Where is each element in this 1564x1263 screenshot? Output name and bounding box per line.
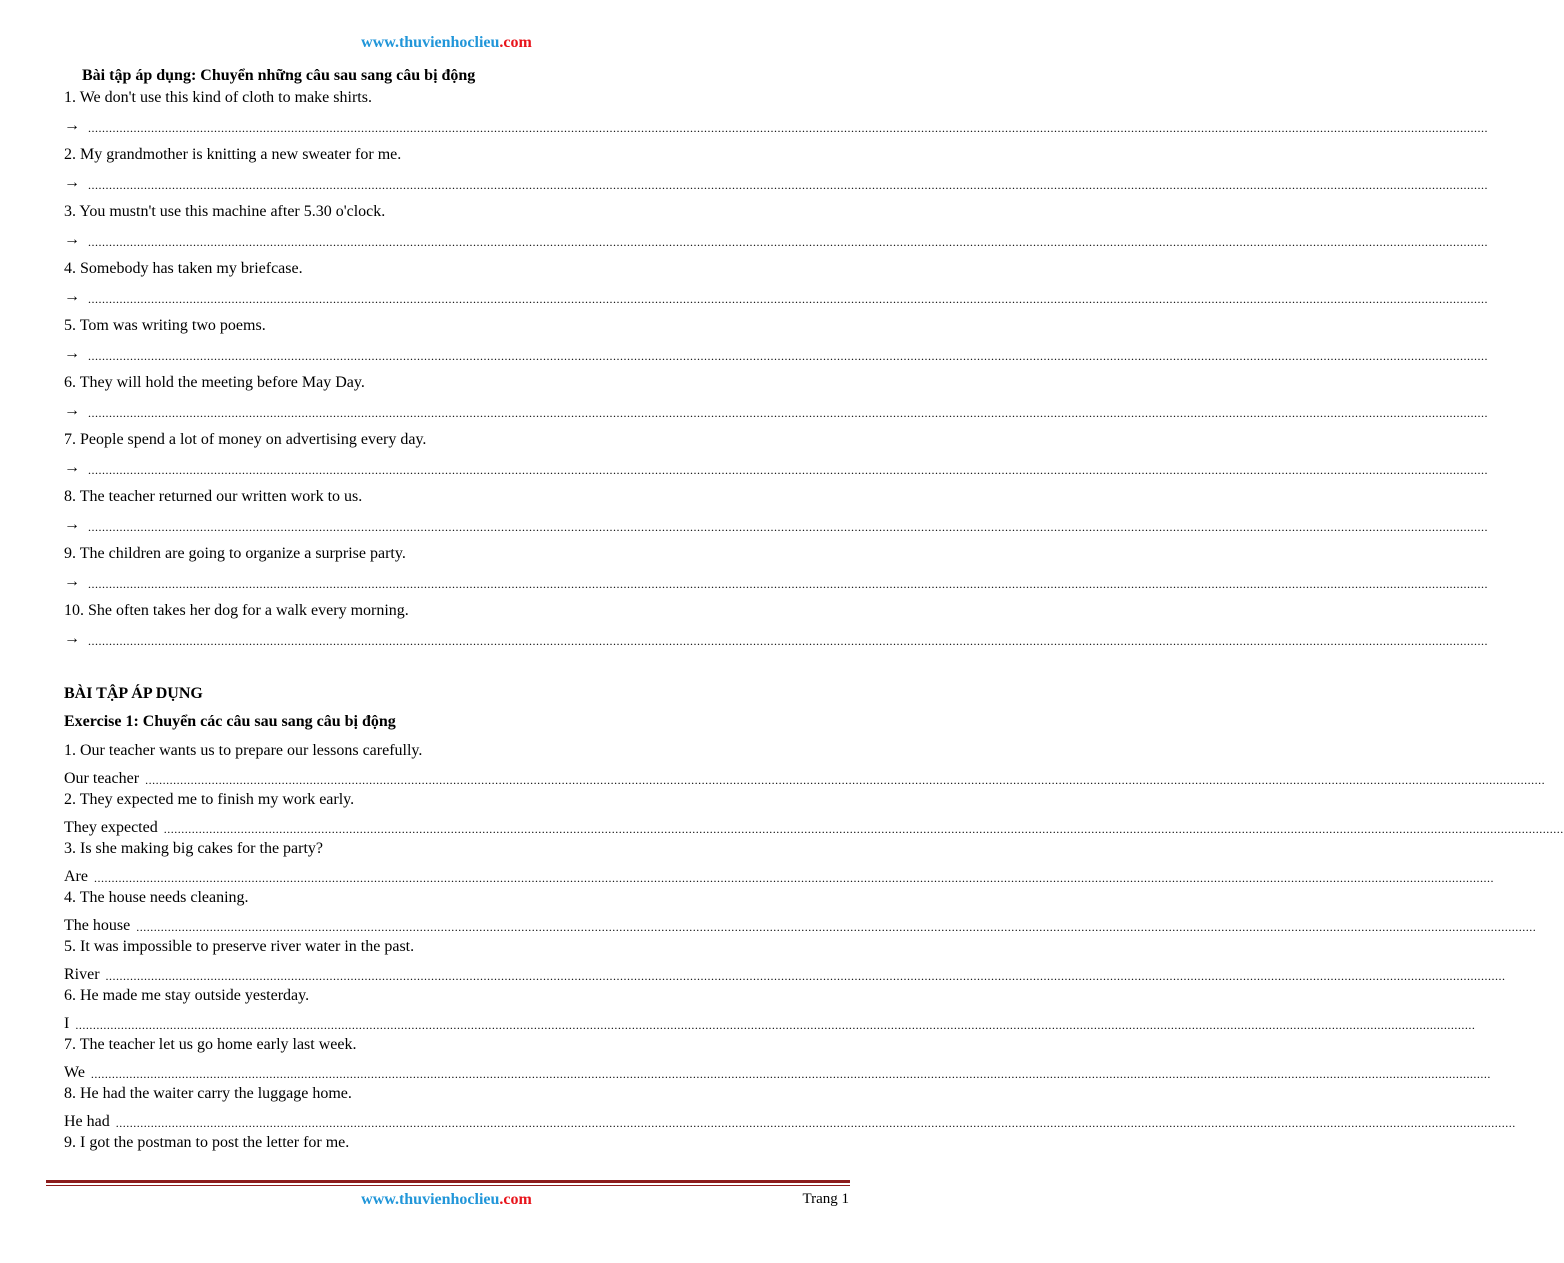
arrow-icon: → — [64, 459, 80, 476]
exercise-question: 10. She often takes her dog for a walk every morning. — [64, 602, 409, 619]
answer-prompt: The house — [64, 917, 131, 934]
arrow-icon: → — [64, 174, 80, 191]
answer-blank[interactable]: ................................................................................................................................................................................................................................................................................................................................................................................................................ — [88, 634, 1488, 648]
exercise-question: 5. Tom was writing two poems. — [64, 317, 266, 334]
answer-blank[interactable]: ................................................................................................................................................................................................................................................................................................................................................................................................................ — [163, 822, 1564, 836]
arrow-icon: → — [64, 117, 80, 134]
answer-prompt: I — [64, 1015, 70, 1032]
exercise-question: 1. We don't use this kind of cloth to make shirts. — [64, 89, 372, 106]
footer-site-link[interactable] — [0, 1191, 893, 1209]
exercise-question: 6. He made me stay outside yesterday. — [64, 987, 310, 1004]
answer-blank[interactable]: ................................................................................................................................................................................................................................................................................................................................................................................................................ — [115, 1116, 1516, 1130]
arrow-icon: → — [64, 402, 80, 419]
exercise-question: 1. Our teacher wants us to prepare our lessons carefully. — [64, 742, 423, 759]
exercise-question: 8. He had the waiter carry the luggage home. — [64, 1085, 352, 1102]
exercise-question: 8. The teacher returned our written work to us. — [64, 488, 363, 505]
footer-divider — [46, 1180, 850, 1183]
exercise-question: 7. People spend a lot of money on advertising every day. — [64, 431, 427, 448]
answer-blank[interactable]: ................................................................................................................................................................................................................................................................................................................................................................................................................ — [88, 121, 1488, 135]
answer-prompt: They expected — [64, 819, 158, 836]
footer-site-tld: .com — [499, 1191, 532, 1208]
exercise-question: 4. The house needs cleaning. — [64, 889, 249, 906]
answer-blank[interactable]: ................................................................................................................................................................................................................................................................................................................................................................................................................ — [88, 463, 1488, 477]
answer-blank[interactable]: ................................................................................................................................................................................................................................................................................................................................................................................................................ — [88, 577, 1488, 591]
exercise-question: 7. The teacher let us go home early last week. — [64, 1036, 357, 1053]
answer-blank[interactable]: ................................................................................................................................................................................................................................................................................................................................................................................................................ — [75, 1018, 1476, 1032]
answer-blank[interactable]: ................................................................................................................................................................................................................................................................................................................................................................................................................ — [88, 292, 1488, 306]
answer-blank[interactable]: ................................................................................................................................................................................................................................................................................................................................................................................................................ — [88, 406, 1488, 420]
answer-blank[interactable]: ................................................................................................................................................................................................................................................................................................................................................................................................................ — [136, 920, 1537, 934]
answer-prompt: He had — [64, 1113, 110, 1130]
section2-heading: BÀI TẬP ÁP DỤNG — [64, 685, 203, 702]
header-site-tld: .com — [499, 34, 532, 51]
arrow-icon: → — [64, 630, 80, 647]
exercise-question: 3. You mustn't use this machine after 5.30 o'clock. — [64, 203, 386, 220]
exercise-question: 2. My grandmother is knitting a new sweater for me. — [64, 146, 402, 163]
footer-site-name: www.thuvienhoclieu — [361, 1191, 500, 1208]
arrow-icon: → — [64, 231, 80, 248]
exercise-question: 3. Is she making big cakes for the party? — [64, 840, 324, 857]
page-number: Trang 1 — [802, 1191, 849, 1207]
exercise1-title: Exercise 1: Chuyển các câu sau sang câu bị động — [64, 713, 396, 730]
answer-blank[interactable]: ................................................................................................................................................................................................................................................................................................................................................................................................................ — [88, 178, 1488, 192]
exercise-question: 4. Somebody has taken my briefcase. — [64, 260, 303, 277]
header-site-link[interactable] — [0, 34, 893, 52]
answer-blank[interactable]: ................................................................................................................................................................................................................................................................................................................................................................................................................ — [88, 349, 1488, 363]
answer-blank[interactable]: ................................................................................................................................................................................................................................................................................................................................................................................................................ — [145, 773, 1546, 787]
exercise-question: 9. The children are going to organize a surprise party. — [64, 545, 406, 562]
answer-prompt: Are — [64, 868, 88, 885]
answer-blank[interactable]: ................................................................................................................................................................................................................................................................................................................................................................................................................ — [88, 235, 1488, 249]
answer-blank[interactable]: ................................................................................................................................................................................................................................................................................................................................................................................................................ — [90, 1067, 1491, 1081]
section1-title: Bài tập áp dụng: Chuyển những câu sau sang câu bị động — [82, 67, 476, 84]
answer-prompt: Our teacher — [64, 770, 140, 787]
arrow-icon: → — [64, 516, 80, 533]
header-site-name: www.thuvienhoclieu — [361, 34, 500, 51]
arrow-icon: → — [64, 345, 80, 362]
footer-divider-thin — [46, 1185, 850, 1186]
answer-blank[interactable]: ................................................................................................................................................................................................................................................................................................................................................................................................................ — [105, 969, 1506, 983]
arrow-icon: → — [64, 288, 80, 305]
exercise-question: 9. I got the postman to post the letter for me. — [64, 1134, 350, 1151]
exercise-question: 2. They expected me to finish my work early. — [64, 791, 355, 808]
exercise-question: 5. It was impossible to preserve river water in the past. — [64, 938, 415, 955]
exercise-question: 6. They will hold the meeting before May Day. — [64, 374, 365, 391]
answer-blank[interactable]: ................................................................................................................................................................................................................................................................................................................................................................................................................ — [93, 871, 1494, 885]
answer-blank[interactable]: ................................................................................................................................................................................................................................................................................................................................................................................................................ — [88, 520, 1488, 534]
answer-prompt: We — [64, 1064, 85, 1081]
arrow-icon: → — [64, 573, 80, 590]
answer-prompt: River — [64, 966, 100, 983]
